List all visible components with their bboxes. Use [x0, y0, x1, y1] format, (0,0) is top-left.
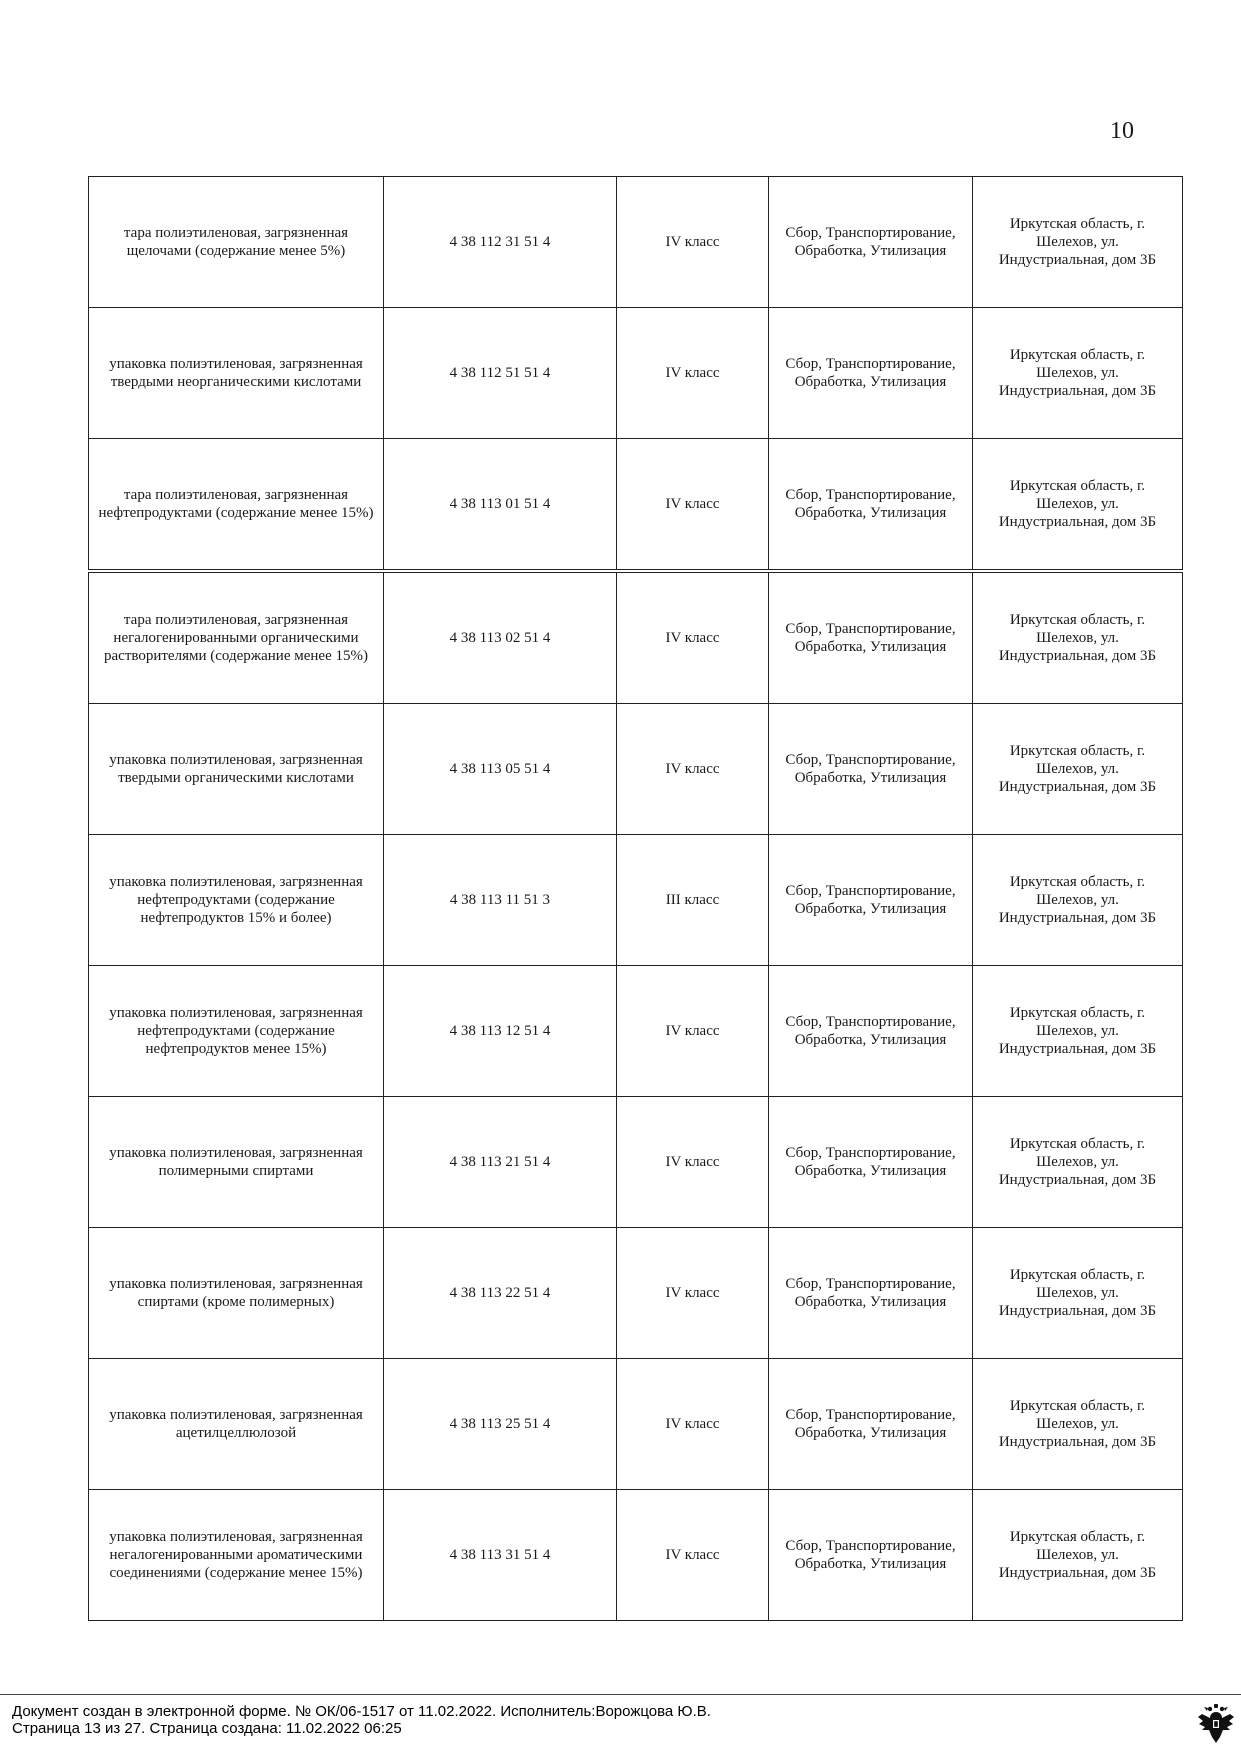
site-address: Иркутская область, г. Шелехов, ул. Индустриальная, дом 3Б [973, 1228, 1183, 1359]
page-number: 10 [1110, 118, 1134, 144]
waste-name: упаковка полиэтиленовая, загрязненная негалогенированными ароматическими соединениями (содержание менее 15%) [89, 1490, 384, 1621]
table-row [89, 835, 1183, 966]
hazard-class: IV класс [617, 1359, 769, 1490]
table-row [89, 571, 1183, 704]
table-row [89, 308, 1183, 439]
waste-code: 4 38 113 25 51 4 [384, 1359, 617, 1490]
site-address: Иркутская область, г. Шелехов, ул. Индустриальная, дом 3Б [973, 835, 1183, 966]
waste-name: упаковка полиэтиленовая, загрязненная твердыми органическими кислотами [89, 704, 384, 835]
hazard-class: IV класс [617, 1490, 769, 1621]
hazard-class: IV класс [617, 571, 769, 704]
activity-type: Сбор, Транспортирование, Обработка, Утилизация [769, 1228, 973, 1359]
waste-name: упаковка полиэтиленовая, загрязненная нефтепродуктами (содержание нефтепродуктов менее 15%) [89, 966, 384, 1097]
waste-code: 4 38 113 31 51 4 [384, 1490, 617, 1621]
site-address: Иркутская область, г. Шелехов, ул. Индустриальная, дом 3Б [973, 177, 1183, 308]
waste-code: 4 38 113 02 51 4 [384, 571, 617, 704]
table-row [89, 1490, 1183, 1621]
waste-name: упаковка полиэтиленовая, загрязненная спиртами (кроме полимерных) [89, 1228, 384, 1359]
waste-code: 4 38 113 22 51 4 [384, 1228, 617, 1359]
table-row [89, 1359, 1183, 1490]
hazard-class: IV класс [617, 439, 769, 572]
site-address: Иркутская область, г. Шелехов, ул. Индустриальная, дом 3Б [973, 966, 1183, 1097]
table-row [89, 704, 1183, 835]
activity-type: Сбор, Транспортирование, Обработка, Утилизация [769, 308, 973, 439]
hazard-class: IV класс [617, 308, 769, 439]
site-address: Иркутская область, г. Шелехов, ул. Индустриальная, дом 3Б [973, 308, 1183, 439]
activity-type: Сбор, Транспортирование, Обработка, Утилизация [769, 1359, 973, 1490]
waste-code: 4 38 113 11 51 3 [384, 835, 617, 966]
waste-code: 4 38 113 01 51 4 [384, 439, 617, 572]
hazard-class: IV класс [617, 966, 769, 1097]
waste-code: 4 38 112 51 51 4 [384, 308, 617, 439]
footer-text [12, 1703, 711, 1737]
activity-type: Сбор, Транспортирование, Обработка, Утилизация [769, 439, 973, 572]
table-row [89, 966, 1183, 1097]
double-headed-eagle-emblem-icon [1196, 1703, 1236, 1747]
waste-code: 4 38 113 05 51 4 [384, 704, 617, 835]
document-footer [0, 1694, 1241, 1737]
site-address: Иркутская область, г. Шелехов, ул. Индустриальная, дом 3Б [973, 1359, 1183, 1490]
hazard-class: IV класс [617, 177, 769, 308]
waste-name: упаковка полиэтиленовая, загрязненная ацетилцеллюлозой [89, 1359, 384, 1490]
activity-type: Сбор, Транспортирование, Обработка, Утилизация [769, 835, 973, 966]
footer-line-page: Страница 13 из 27. Страница создана: 11.02.2022 06:25 [12, 1720, 402, 1737]
site-address: Иркутская область, г. Шелехов, ул. Индустриальная, дом 3Б [973, 571, 1183, 704]
table-row [89, 439, 1183, 572]
table-row [89, 177, 1183, 308]
activity-type: Сбор, Транспортирование, Обработка, Утилизация [769, 1097, 973, 1228]
waste-name: тара полиэтиленовая, загрязненная негалогенированными органическими растворителями (содержание менее 15%) [89, 571, 384, 704]
waste-code: 4 38 113 12 51 4 [384, 966, 617, 1097]
waste-code: 4 38 113 21 51 4 [384, 1097, 617, 1228]
site-address: Иркутская область, г. Шелехов, ул. Индустриальная, дом 3Б [973, 439, 1183, 572]
waste-name: упаковка полиэтиленовая, загрязненная нефтепродуктами (содержание нефтепродуктов 15% и более) [89, 835, 384, 966]
hazard-class: IV класс [617, 1228, 769, 1359]
hazard-class: III класс [617, 835, 769, 966]
waste-name: упаковка полиэтиленовая, загрязненная твердыми неорганическими кислотами [89, 308, 384, 439]
table-row [89, 1228, 1183, 1359]
waste-name: тара полиэтиленовая, загрязненная щелочами (содержание менее 5%) [89, 177, 384, 308]
waste-name: упаковка полиэтиленовая, загрязненная полимерными спиртами [89, 1097, 384, 1228]
site-address: Иркутская область, г. Шелехов, ул. Индустриальная, дом 3Б [973, 704, 1183, 835]
activity-type: Сбор, Транспортирование, Обработка, Утилизация [769, 1490, 973, 1621]
waste-code: 4 38 112 31 51 4 [384, 177, 617, 308]
hazard-class: IV класс [617, 704, 769, 835]
site-address: Иркутская область, г. Шелехов, ул. Индустриальная, дом 3Б [973, 1097, 1183, 1228]
hazard-class: IV класс [617, 1097, 769, 1228]
footer-line-document: Документ создан в электронной форме. № ОК/06-1517 от 11.02.2022. Исполнитель:Ворожцова Ю.В. [12, 1703, 711, 1720]
table-row [89, 1097, 1183, 1228]
waste-name: тара полиэтиленовая, загрязненная нефтепродуктами (содержание менее 15%) [89, 439, 384, 572]
activity-type: Сбор, Транспортирование, Обработка, Утилизация [769, 966, 973, 1097]
activity-type: Сбор, Транспортирование, Обработка, Утилизация [769, 571, 973, 704]
site-address: Иркутская область, г. Шелехов, ул. Индустриальная, дом 3Б [973, 1490, 1183, 1621]
activity-type: Сбор, Транспортирование, Обработка, Утилизация [769, 177, 973, 308]
activity-type: Сбор, Транспортирование, Обработка, Утилизация [769, 704, 973, 835]
waste-table [88, 176, 1183, 1621]
